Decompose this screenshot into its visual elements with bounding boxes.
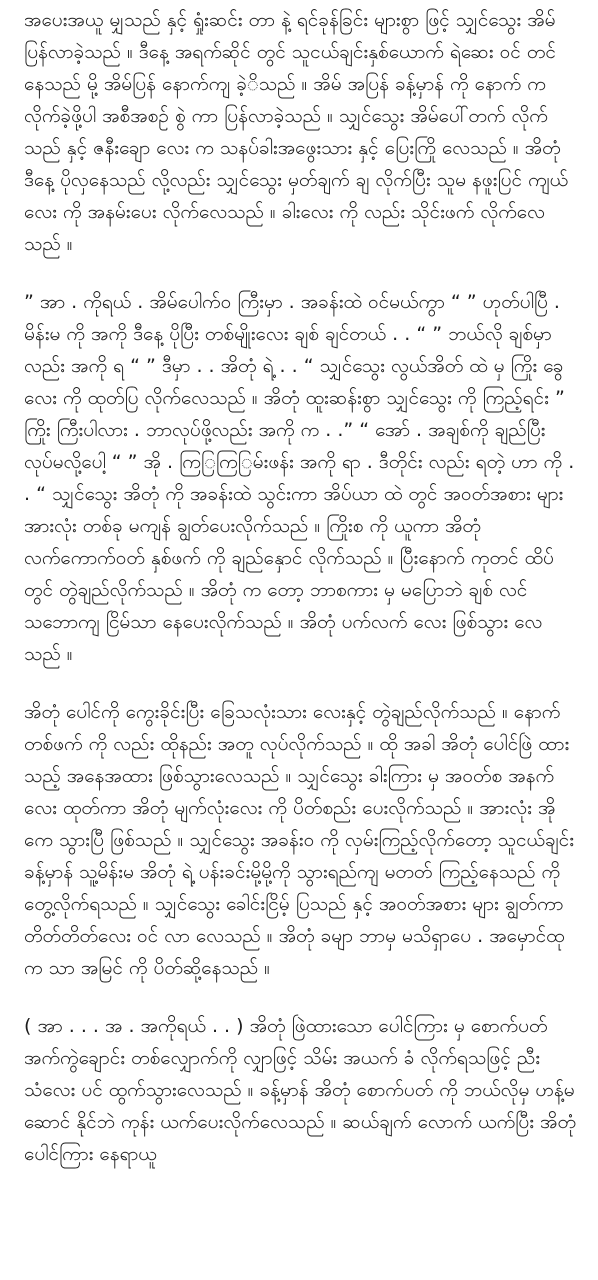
paragraph-3: အိတုံ ပေါင်ကို ကွေးခိုင်းပြီး ခြေသလုံးသား လေးနှင့် တွဲချည်လိုက်သည် ။ နောက် တစ်ဖက် ကို လည်း ထိုနည်း အတူ လုပ်လိုက်သည် ။ ထို အခါ အိတုံ ပေါင်ဖြဲ ထား သည့် အနေအထား ဖြစ်သွားလေသည် ။ သျှင်သွေး ခါးကြား မှ အဝတ်စ အနက်လေး ထုတ်ကာ အိတုံ မျက်လုံးလေး ကို ပိတ်စည်း ပေးလိုက်သည် ။ အားလုံး အိုကေ သွားပြီ ဖြစ်သည် ။ သျှင်သွေး အခန်းဝ ကို လှမ်းကြည့်လိုက်တော့ သူငယ်ချင်းခန့်မှာန် သူ့မိန်းမ အိတုံ ရဲ့ ပန်းခင်းမို့မို့ကို သွားရည်ကျ မတတ် ကြည့်နေသည် ကို တွေ့လိုက်ရသည် ။ သျှင်သွေး ခေါင်းငြိမ့် ပြသည် နှင့် အဝတ်အစား များ ချွတ်ကာ တိတ်တိတ်လေး ဝင် လာ လေသည် ။ အိတုံ ခမျာ ဘာမှ မသိရှာပေ . အမှောင်ထု က သာ အမြင် ကို ပိတ်ဆို့နေသည် ။ [24, 701, 575, 979]
paragraph-2: ” အာ . ကိုရယ် . အိမ်ပေါက်ဝ ကြီးမှာ . အခန်းထဲ ဝင်မယ်ကွာ “ ” ဟုတ်ပါပြီ . မိန်းမ ကို အကို ဒီနေ့ ပိုပြီး တစ်မျိုးလေး ချစ် ချင်တယ် . . “ ” ဘယ်လို ချစ်မှာလည်း အကို ရ “ ” ဒီမှာ . . အိတုံ ရဲ့ . . “ သျှင်သွေး လွယ်အိတ် ထဲ မှ ကြိုး ခွေ လေး ကို ထုတ်ပြ လိုက်လေသည် ။ အိတုံ ထူးဆန်းစွာ သျှင်သွေး ကို ကြည့်ရင်း ” ကြိုး ကြီးပါလား . ဘာလုပ်ဖို့လည်း အကို က . .” “ အော် . အချစ်ကို ချည်ပြီး လုပ်မလို့ပေါ့ “ ” အို . ကြြကြြမ်းဖန်း အကို ရာ . ဒီတိုင်း လည်း ရတဲ့ ဟာ ကို . . “ သျှင်သွေး အိတုံ ကို အခန်းထဲ သွင်းကာ အိပ်ယာ ထဲ တွင် အဝတ်အစား များ အားလုံး တစ်ခု မကျန် ချွတ်ပေးလိုက်သည် ။ ကြိုးစ ကို ယူကာ အိတုံ လက်ကောက်ဝတ် နှစ်ဖက် ကို ချည်နှောင် လိုက်သည် ။ ပြီးနောက် ကုတင် ထိပ် တွင် တွဲချည်လိုက်သည် ။ အိတုံ က တော့ ဘာစကား မှ မပြောဘဲ ချစ် လင် သဘောကျ ငြိမ်သာ နေပေးလိုက်သည် ။ အိတုံ ပက်လက် လေး ဖြစ်သွား လေသည် ။ [24, 291, 575, 665]
paragraph-1: အပေးအယူ မျှသည် နှင့် ရှုံးဆင်း တာ နဲ့ ရင်ခုန်ခြင်း များစွာ ဖြင့် သျှင်သွေး အိမ်ပြန်လာခဲ့သည် ။ ဒီနေ့ အရက်ဆိုင် တွင် သူငယ်ချင်းနှစ်ယောက် ရဲဆေး ဝင် တင် နေသည် မို့ အိမ်ပြန် နောက်ကျ ခဲ့ိသည် ။ အိမ် အပြန် ခန့်မှာန် ကို နောက် က လိုက်ခဲ့ဖို့ပါ အစီအစဉ် စွဲ ကာ ပြန်လာခဲ့သည် ။ သျှင်သွေး အိမ်ပေါ်တက် လိုက်သည် နှင့် ဇနီးချော လေး က သနပ်ခါးအဖွေးသား နှင့် ပြေးကြို လေသည် ။ အိတုံ ဒီနေ့ ပိုလှနေသည် လို့လည်း သျှင်သွေး မှတ်ချက် ချ လိုက်ပြီး သူမ နဖူးပြင် ကျယ်လေး ကို အနမ်းပေး လိုက်လေသည် ။ ခါးလေး ကို လည်း သိုင်းဖက် လိုက်လေသည် ။ [24, 9, 569, 255]
paragraph-4: ( အာ . . . အ . အကိုရယ် . . ) အိတုံ ဖြဲထားသော ပေါင်ကြား မှ စောက်ပတ် အက်ကွဲချောင်း တစ်လျှောက်ကို လျှာဖြင့် သိမ်း အယက် ခံ လိုက်ရသဖြင့် ညီးသံလေး ပင် ထွက်သွားလေသည် ။ ခန့်မှာန် အိတုံ စောက်ပတ် ကို ဘယ်လိုမှ ဟန့်မဆောင် နိုင်ဘဲ ကုန်း ယက်ပေးလိုက်လေသည် ။ ဆယ်ချက် လောက် ယက်ပြီး အိတုံ ပေါင်ကြား နေရာယူ [24, 1015, 577, 1165]
